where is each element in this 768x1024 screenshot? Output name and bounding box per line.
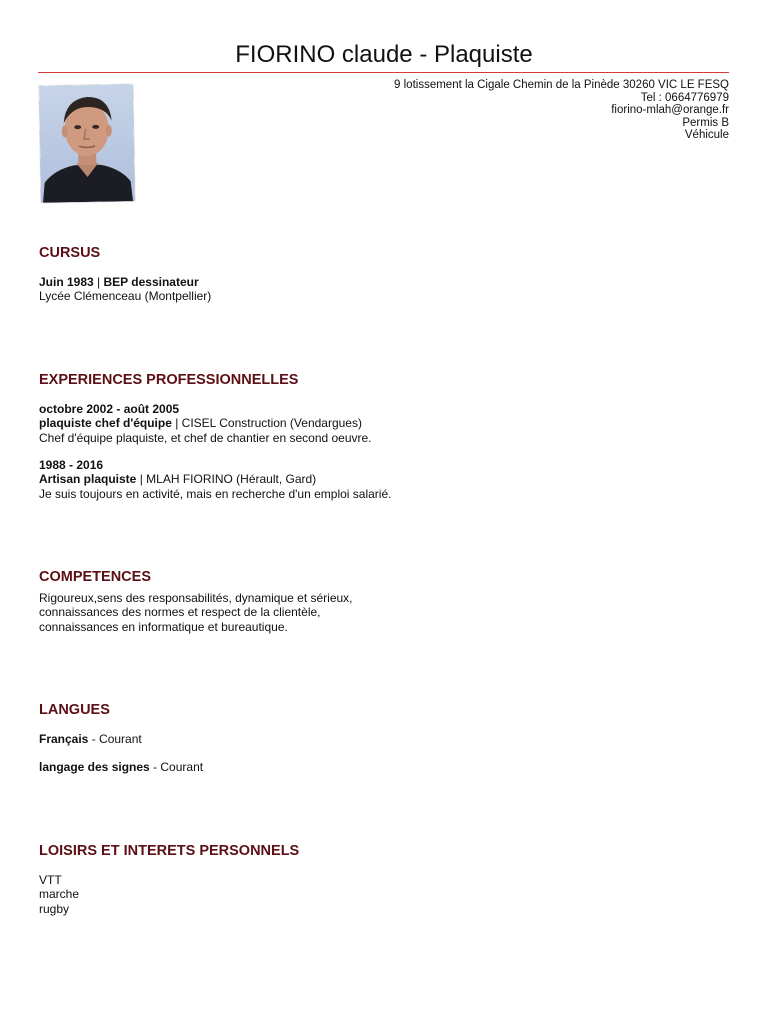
competence-line: connaissances en informatique et bureautique. — [39, 619, 288, 634]
competences-text — [39, 591, 353, 634]
experience-company: | MLAH FIORINO (Hérault, Gard) — [136, 472, 317, 487]
experience-role-line — [39, 472, 391, 486]
license-text: Permis B — [682, 116, 729, 129]
vehicle-text: Véhicule — [684, 129, 729, 142]
experience-role: Artisan plaquiste — [39, 472, 137, 487]
hobby-item: marche — [39, 887, 80, 902]
section-title-cursus: CURSUS — [39, 245, 101, 261]
cursus-date: Juin 1983 — [39, 275, 94, 289]
experience-company: | CISEL Construction (Vendargues) — [171, 416, 362, 431]
experience-role-line — [39, 416, 372, 430]
experience-item — [39, 402, 372, 445]
email-text: fiorino-mlah@orange.fr — [611, 104, 729, 117]
cursus-item — [39, 275, 211, 304]
hobby-item: rugby — [39, 901, 70, 916]
language-level: - Courant — [88, 732, 142, 746]
language-name: langage des signes — [39, 760, 150, 774]
experience-dates: octobre 2002 - août 2005 — [39, 402, 180, 416]
experience-description: Je suis toujours en activité, mais en recherche d'un emploi salarié. — [39, 486, 392, 501]
cursus-heading-line — [39, 275, 211, 289]
experience-role: plaquiste chef d'équipe — [39, 416, 172, 431]
page-title: FIORINO claude - Plaquiste — [235, 41, 533, 68]
language-item — [39, 760, 203, 774]
section-title-experiences: EXPERIENCES PROFESSIONNELLES — [39, 372, 299, 388]
address-text: 9 lotissement la Cigale Chemin de la Pinède 30260 VIC LE FESQ — [394, 79, 729, 91]
experience-description: Chef d'équipe plaquiste, et chef de chantier en second oeuvre. — [39, 430, 372, 445]
experience-item — [39, 458, 391, 501]
title-divider — [38, 72, 729, 73]
section-title-loisirs: LOISIRS ET INTERETS PERSONNELS — [39, 843, 300, 859]
hobby-item: VTT — [39, 873, 62, 887]
competence-line: connaissances des normes et respect de la clientèle, — [39, 605, 321, 620]
language-item — [39, 732, 142, 746]
language-name: Français — [39, 732, 89, 746]
competence-line: Rigoureux,sens des responsabilités, dynamique et sérieux, — [39, 591, 353, 605]
section-title-competences: COMPETENCES — [39, 569, 151, 585]
contact-block — [394, 79, 729, 142]
experience-dates: 1988 - 2016 — [39, 458, 104, 472]
cursus-school: Lycée Clémenceau (Montpellier) — [39, 289, 212, 304]
hobbies-list — [39, 873, 79, 916]
section-title-langues: LANGUES — [39, 702, 110, 718]
cursus-separator: | — [93, 275, 104, 289]
profile-photo — [39, 84, 135, 203]
phone-text: Tel : 0664776979 — [640, 91, 729, 104]
language-level: - Courant — [149, 760, 204, 774]
cursus-diploma: BEP dessinateur — [103, 275, 199, 289]
